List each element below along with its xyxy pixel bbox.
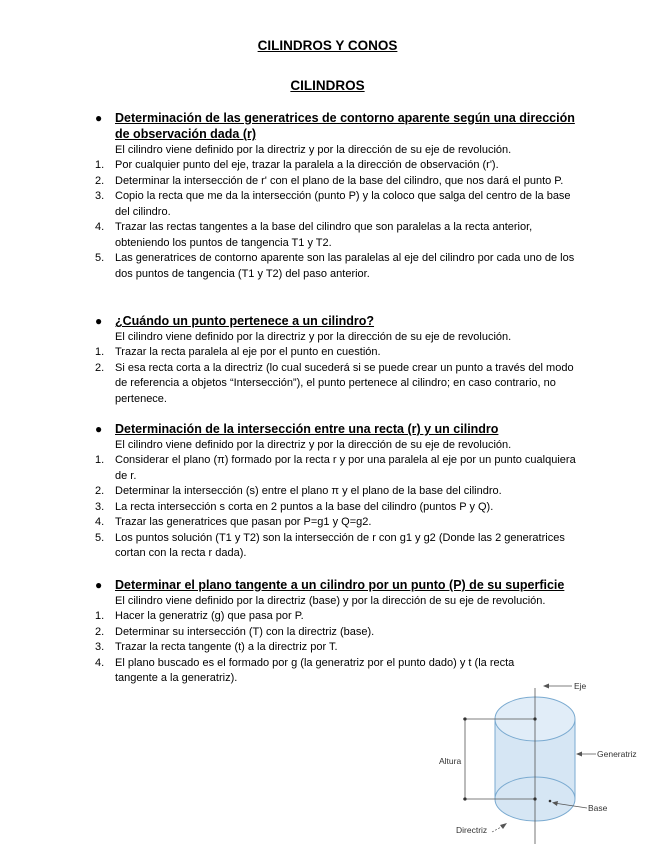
label-base: Base <box>588 803 608 813</box>
bullet-icon: ● <box>95 314 103 328</box>
steps-list <box>95 345 585 407</box>
list-item: 2. Determinar la intersección (s) entre el plano π y el plano de la base del cilindro. <box>95 485 502 497</box>
bullet-icon: ● <box>95 578 103 592</box>
section-intro: El cilindro viene definido por la directriz y por la dirección de su eje de revolución. <box>115 331 512 343</box>
section-heading: ● Determinar el plano tangente a un cilindro por un punto (P) de su superficie <box>95 578 565 592</box>
list-item: 3. Copio la recta que me da la intersección (punto P) y la coloco que salga del centro de la base del cilindro. <box>95 190 571 218</box>
list-item: 1. Por cualquier punto del eje, trazar la paralela a la dirección de observación (r'). <box>95 159 499 171</box>
arrow-icon <box>576 752 582 757</box>
section-intro: El cilindro viene definido por la directriz y por la dirección de su eje de revolución. <box>115 439 512 451</box>
list-item: 1. Considerar el plano (π) formado por la recta r y por una paralela al eje por un punto cualquiera de r. <box>95 454 576 482</box>
section-contour-generatrices <box>95 110 585 282</box>
list-item: 5. Las generatrices de contorno aparente son las paralelas al eje del cilindro por cada uno de los dos puntos de tangencia (T1 y T2) del paso anterior. <box>95 252 575 280</box>
section-line-cylinder-intersection <box>95 421 585 562</box>
section-point-on-cylinder <box>95 313 585 407</box>
document-title: CILINDROS Y CONOS <box>257 38 398 53</box>
list-item: 4. El plano buscado es el formado por g (la generatriz por el punto dado) y t (la recta tangente a la generatriz). <box>95 656 515 684</box>
list-item: 3. Trazar la recta tangente (t) a la directriz por T. <box>95 641 338 653</box>
list-item: 5. Los puntos solución (T1 y T2) son la intersección de r con g1 y g2 (Donde las 2 generatrices cortan con la recta r dada). <box>95 531 565 559</box>
arrow-icon <box>543 684 549 689</box>
label-eje: Eje <box>574 681 587 691</box>
list-item: 2. Determinar la intersección de r' con el plano de la base del cilindro, que nos dará el punto P. <box>95 174 564 187</box>
list-item: 1. Trazar la recta paralela al eje por el punto en cuestión. <box>95 346 381 358</box>
bullet-icon: ● <box>95 111 103 125</box>
section-intro: El cilindro viene definido por la directriz (base) y por la dirección de su eje de revolución. <box>115 595 546 607</box>
section-tangent-plane <box>95 577 585 687</box>
cylinder-diagram <box>430 674 655 848</box>
steps-list <box>95 453 585 562</box>
steps-list <box>95 158 585 282</box>
list-item: 3. La recta intersección s corta en 2 puntos a la base del cilindro (puntos P y Q). <box>95 500 494 513</box>
section-intro: El cilindro viene definido por la directriz y por la dirección de su eje de revolución. <box>115 144 512 156</box>
bullet-icon: ● <box>95 422 103 436</box>
section-heading: ● ¿Cuándo un punto pertenece a un cilindro? <box>95 314 375 328</box>
document-subtitle: CILINDROS <box>290 78 365 93</box>
list-item: 2. Determinar su intersección (T) con la directriz (base). <box>95 625 375 638</box>
label-directriz: Directriz <box>456 825 488 835</box>
arrow-icon <box>500 823 507 829</box>
list-item: 4. Trazar las rectas tangentes a la base del cilindro que son paralelas a la recta anterior, obteniendo los puntos de tangencia T1 y T2. <box>95 221 533 249</box>
label-altura: Altura <box>439 756 462 766</box>
list-item: 1. Hacer la generatriz (g) que pasa por P. <box>95 610 304 622</box>
list-item: 2. Si esa recta corta a la directriz (lo cual sucederá si se puede crear un punto a través del modo de referencia a objetos “Intersección”), el punto pertenece al cilindro; en caso contrario, no pertenece. <box>95 361 574 405</box>
label-generatriz: Generatriz <box>597 749 637 759</box>
list-item: 4. Trazar las generatrices que pasan por P=g1 y Q=g2. <box>95 516 372 528</box>
section-heading: ● Determinación de la intersección entre una recta (r) y un cilindro <box>95 422 499 436</box>
section-heading: ● Determinación de las generatrices de contorno aparente según una dirección de observación dada (r) <box>95 111 575 141</box>
